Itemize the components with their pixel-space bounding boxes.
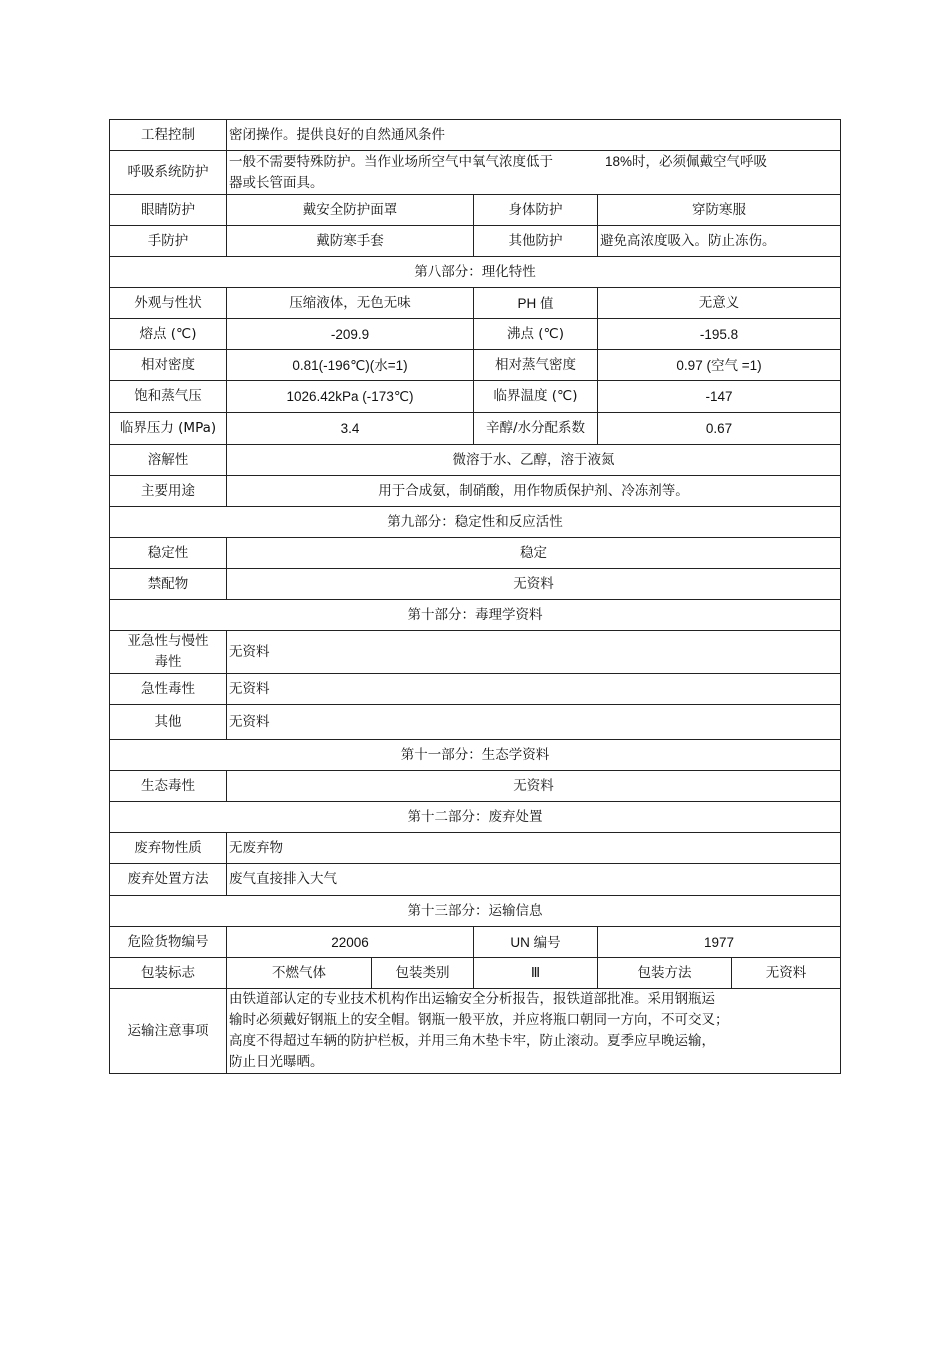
value-waste-nature: 无废弃物 — [227, 833, 841, 864]
label-transport-notes: 运输注意事项 — [110, 989, 227, 1074]
value-appearance: 压缩液体，无色无味 — [227, 288, 474, 319]
row-appearance-ph — [110, 288, 841, 319]
value-stability: 稳定 — [227, 538, 841, 569]
label-appearance: 外观与性状 — [110, 288, 227, 319]
value-vapor-density: 0.97 (空气 =1) — [598, 350, 841, 381]
label-vapor-density: 相对蒸气密度 — [474, 350, 598, 381]
value-transport-notes — [227, 989, 841, 1074]
label-subacute-toxicity-line2: 毒性 — [154, 654, 182, 670]
row-solubility — [110, 445, 841, 476]
section-title-13: 第十三部分：运输信息 — [110, 896, 841, 927]
value-vapor-pressure: 1026.42kPa (-173℃) — [227, 381, 474, 413]
value-other-toxicity: 无资料 — [227, 705, 841, 740]
msds-table — [109, 119, 841, 1074]
value-packaging-class: Ⅲ — [474, 958, 598, 989]
respiratory-text-2: 18%时，必须佩戴空气呼吸 — [605, 154, 768, 169]
row-waste-method — [110, 864, 841, 896]
label-eco-toxicity: 生态毒性 — [110, 771, 227, 802]
label-dangerous-goods-number: 危险货物编号 — [110, 927, 227, 958]
value-critical-temperature: -147 — [598, 381, 841, 413]
label-acute-toxicity: 急性毒性 — [110, 674, 227, 705]
label-subacute-toxicity-line1: 亚急性与慢性 — [127, 633, 209, 649]
value-engineering-control: 密闭操作。提供良好的自然通风条件 — [227, 120, 841, 151]
row-subacute-toxicity — [110, 631, 841, 674]
row-main-use — [110, 476, 841, 507]
value-main-use: 用于合成氨，制硝酸，用作物质保护剂、冷冻剂等。 — [227, 476, 841, 507]
section-title-10: 第十部分：毒理学资料 — [110, 600, 841, 631]
label-eye-protection: 眼睛防护 — [110, 195, 227, 226]
row-hand-other — [110, 226, 841, 257]
section-title-9: 第九部分：稳定性和反应活性 — [110, 507, 841, 538]
transport-notes-line: 由铁道部认定的专业技术机构作出运输安全分析报告，报铁道部批准。采用钢瓶运 — [229, 991, 715, 1007]
label-vapor-pressure: 饱和蒸气压 — [110, 381, 227, 413]
row-eye-body — [110, 195, 841, 226]
label-packaging-class: 包装类别 — [372, 958, 474, 989]
value-eye-protection: 戴安全防护面罩 — [227, 195, 474, 226]
row-melting-boiling — [110, 319, 841, 350]
row-engineering-control — [110, 120, 841, 151]
label-packaging-method: 包装方法 — [598, 958, 732, 989]
label-engineering-control: 工程控制 — [110, 120, 227, 151]
value-boiling-point: -195.8 — [598, 319, 841, 350]
value-solubility: 微溶于水、乙醇，溶于液氮 — [227, 445, 841, 476]
value-critical-pressure: 3.4 — [227, 413, 474, 445]
row-incompatible — [110, 569, 841, 600]
section-title-11: 第十一部分：生态学资料 — [110, 740, 841, 771]
row-other-toxicity — [110, 705, 841, 740]
value-waste-method: 废气直接排入大气 — [227, 864, 841, 896]
transport-notes-line: 防止日光曝晒。 — [229, 1054, 324, 1070]
value-subacute-toxicity: 无资料 — [227, 631, 841, 674]
label-solubility: 溶解性 — [110, 445, 227, 476]
value-relative-density: 0.81(-196℃)(水=1) — [227, 350, 474, 381]
label-respiratory-protection: 呼吸系统防护 — [110, 151, 227, 195]
row-section-12-title — [110, 802, 841, 833]
label-incompatible: 禁配物 — [110, 569, 227, 600]
value-incompatible: 无资料 — [227, 569, 841, 600]
value-packaging-method: 无资料 — [732, 958, 841, 989]
value-other-protection: 避免高浓度吸入。防止冻伤。 — [598, 226, 841, 257]
label-octanol-water: 辛醇/水分配系数 — [474, 413, 598, 445]
row-section-8-title — [110, 257, 841, 288]
respiratory-text-3: 器或长管面具。 — [229, 175, 324, 191]
row-transport-notes — [110, 989, 841, 1074]
row-packaging — [110, 958, 841, 989]
value-ph: 无意义 — [598, 288, 841, 319]
label-subacute-toxicity — [110, 631, 227, 674]
label-main-use: 主要用途 — [110, 476, 227, 507]
row-vapor-pressure — [110, 381, 841, 413]
label-ph: PH 值 — [474, 288, 598, 319]
label-un-number: UN 编号 — [474, 927, 598, 958]
label-hand-protection: 手防护 — [110, 226, 227, 257]
row-stability — [110, 538, 841, 569]
row-eco-toxicity — [110, 771, 841, 802]
label-other-protection: 其他防护 — [474, 226, 598, 257]
value-hand-protection: 戴防寒手套 — [227, 226, 474, 257]
label-stability: 稳定性 — [110, 538, 227, 569]
row-acute-toxicity — [110, 674, 841, 705]
row-section-13-title — [110, 896, 841, 927]
row-dangerous-goods-number — [110, 927, 841, 958]
value-eco-toxicity: 无资料 — [227, 771, 841, 802]
label-waste-method: 废弃处置方法 — [110, 864, 227, 896]
section-title-8: 第八部分：理化特性 — [110, 257, 841, 288]
row-waste-nature — [110, 833, 841, 864]
row-section-11-title — [110, 740, 841, 771]
label-body-protection: 身体防护 — [474, 195, 598, 226]
label-boiling-point: 沸点 (℃) — [474, 319, 598, 350]
label-packaging-mark: 包装标志 — [110, 958, 227, 989]
transport-notes-line: 输时必须戴好钢瓶上的安全帽。钢瓶一般平放，并应将瓶口朝同一方向，不可交叉； — [229, 1012, 729, 1028]
value-melting-point: -209.9 — [227, 319, 474, 350]
row-critical-pressure — [110, 413, 841, 445]
value-body-protection: 穿防寒服 — [598, 195, 841, 226]
section-title-12: 第十二部分：废弃处置 — [110, 802, 841, 833]
value-octanol-water: 0.67 — [598, 413, 841, 445]
row-density — [110, 350, 841, 381]
label-melting-point: 熔点 (℃) — [110, 319, 227, 350]
value-dangerous-goods-number: 22006 — [227, 927, 474, 958]
value-respiratory-protection — [227, 151, 841, 195]
label-waste-nature: 废弃物性质 — [110, 833, 227, 864]
transport-notes-line: 高度不得超过车辆的防护栏板，并用三角木垫卡牢，防止滚动。夏季应早晚运输， — [229, 1033, 715, 1049]
row-section-10-title — [110, 600, 841, 631]
row-respiratory-protection — [110, 151, 841, 195]
respiratory-text-1: 一般不需要特殊防护。当作业场所空气中氧气浓度低于 — [229, 154, 553, 170]
value-acute-toxicity: 无资料 — [227, 674, 841, 705]
value-packaging-mark: 不燃气体 — [227, 958, 372, 989]
value-un-number: 1977 — [598, 927, 841, 958]
label-other-toxicity: 其他 — [110, 705, 227, 740]
row-section-9-title — [110, 507, 841, 538]
label-critical-pressure: 临界压力 (MPa) — [110, 413, 227, 445]
label-relative-density: 相对密度 — [110, 350, 227, 381]
label-critical-temperature: 临界温度 (℃) — [474, 381, 598, 413]
